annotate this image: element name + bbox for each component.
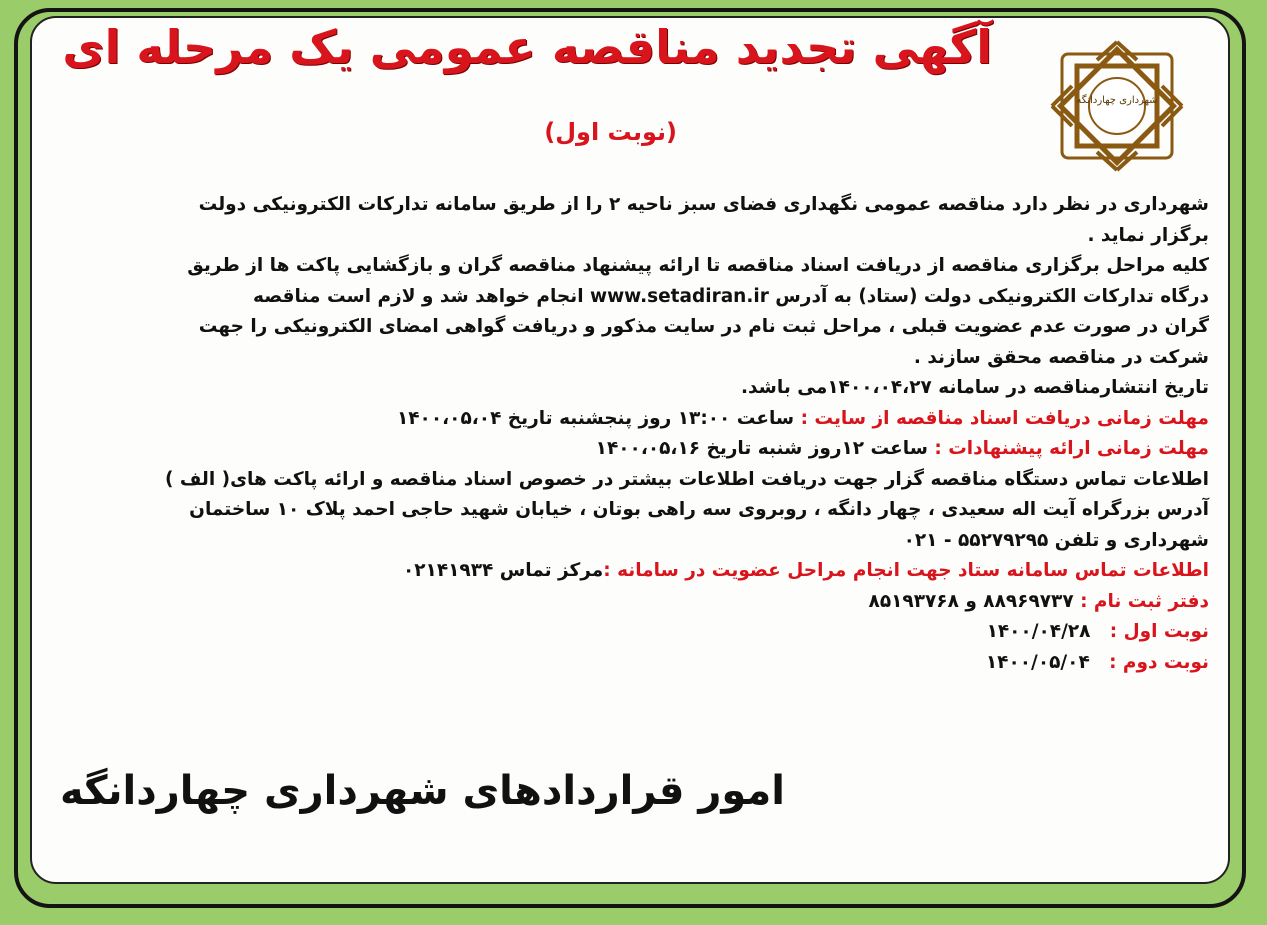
logo-text: شهرداری چهاردانگه [1076, 95, 1158, 106]
notice-body [62, 190, 1209, 678]
bid-deadline [62, 434, 1209, 465]
body-line: کلیه مراحل برگزاری مناقصه از دریافت اسناد مناقصه تا ارائه پیشنهاد مناقصه گران و بازگشایی پاکت ها از طریق [187, 255, 1209, 276]
first-round-label: نوبت اول : [1109, 621, 1209, 642]
contact-line: آدرس بزرگراه آیت اله سعیدی ، چهار دانگه ، روبروی سه راهی بوتان ، خیابان شهید حاجی احمد پلاک ۱۰ ساختمان [189, 499, 1209, 520]
setad-contact-value: مرکز تماس ۰۲۱۴۱۹۳۴ [402, 560, 604, 581]
document-deadline-value: ساعت ۱۳:۰۰ روز پنجشنبه تاریخ ۱۴۰۰،۰۵،۰۴ [396, 407, 801, 429]
setad-contact-label: اطلاعات تماس سامانه ستاد جهت انجام مراحل عضویت در سامانه : [603, 560, 1209, 581]
bid-deadline-label: مهلت زمانی ارائه پیشنهادات : [934, 438, 1209, 459]
second-round-date: ۱۴۰۰/۰۵/۰۴ [985, 651, 1090, 673]
contact-line: شهرداری و تلفن ۵۵۲۷۹۲۹۵ - ۰۲۱ [903, 529, 1209, 551]
municipality-logo [1044, 40, 1190, 172]
notice-signature: امور قراردادهای شهرداری چهاردانگه [60, 768, 785, 814]
document-deadline-label: مهلت زمانی دریافت اسناد مناقصه از سایت : [800, 407, 1209, 429]
second-round-label: نوبت دوم : [1109, 651, 1209, 673]
first-round-date: ۱۴۰۰/۰۴/۲۸ [986, 621, 1091, 642]
body-line: برگزار نماید . [1087, 224, 1209, 246]
body-line: درگاه تدارکات الکترونیکی دولت (ستاد) به آدرس www.setadiran.ir انجام خواهد شد و لازم است مناقصه [252, 285, 1209, 307]
registration-office-label: دفتر ثبت نام : [1080, 590, 1209, 612]
contact-line: اطلاعات تماس دستگاه مناقصه گزار جهت دریافت اطلاعات بیشتر در خصوص اسناد مناقصه و ارائه پاکت های( الف ) [164, 468, 1209, 490]
body-line: گران در صورت عدم عضویت قبلی ، مراحل ثبت نام در سایت مذکور و دریافت گواهی امضای الکترونیکی را جهت [198, 316, 1209, 337]
notice-title: آگهی تجدید مناقصه عمومی یک مرحله ای [62, 20, 992, 74]
registration-office-value: ۸۸۹۶۹۷۳۷ و ۸۵۱۹۳۷۶۸ [868, 590, 1081, 612]
body-line: شهرداری در نظر دارد مناقصه عمومی نگهداری فضای سبز ناحیه ۲ را از طریق سامانه تدارکات الکترونیکی دولت [198, 194, 1209, 215]
setad-contact [62, 556, 1209, 587]
document-deadline [62, 404, 1209, 435]
first-round [62, 617, 1209, 648]
second-round [62, 648, 1209, 679]
registration-office [62, 587, 1209, 618]
body-line: شرکت در مناقصه محقق سازند . [913, 346, 1209, 368]
bid-deadline-value: ساعت ۱۲روز شنبه تاریخ ۱۴۰۰،۰۵،۱۶ [595, 438, 935, 459]
publish-date: تاریخ انتشارمناقصه در سامانه ۱۴۰۰،۰۴،۲۷می باشد. [740, 377, 1209, 398]
notice-subtitle: (نوبت اول) [544, 118, 677, 146]
